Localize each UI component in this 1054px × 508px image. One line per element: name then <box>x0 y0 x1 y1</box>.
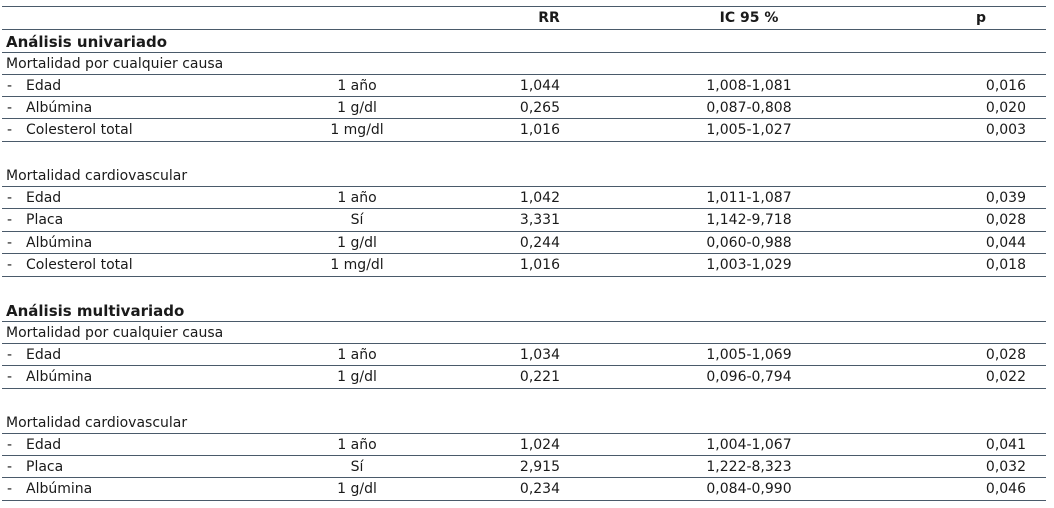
row-divider <box>2 52 1046 53</box>
variable-name: Edad <box>26 190 62 206</box>
table-row <box>2 119 1046 141</box>
table-header <box>2 6 1046 30</box>
variable-unit: 1 g/dl <box>337 369 377 385</box>
row-divider <box>2 186 1046 187</box>
variable-unit: 1 año <box>337 190 377 206</box>
variable-name: Edad <box>26 347 62 363</box>
ci-value: 1,003-1,029 <box>706 257 792 273</box>
ci-value: 0,087-0,808 <box>706 100 792 116</box>
rr-value: 1,034 <box>519 347 560 363</box>
header-rr: RR <box>538 10 560 26</box>
row-divider <box>2 343 1046 344</box>
table-row <box>2 366 1046 388</box>
table-row <box>2 97 1046 119</box>
variable-unit: 1 mg/dl <box>330 257 384 273</box>
row-dash: - <box>7 235 13 251</box>
row-divider <box>2 477 1046 478</box>
p-value: 0,020 <box>985 100 1026 116</box>
row-divider <box>2 208 1046 209</box>
variable-unit: 1 g/dl <box>337 235 377 251</box>
row-dash: - <box>7 437 13 453</box>
group-title: Mortalidad cardiovascular <box>6 168 188 184</box>
row-divider <box>2 276 1046 277</box>
group-heading <box>2 412 1046 434</box>
group-title: Mortalidad por cualquier causa <box>6 56 224 72</box>
variable-name: Albúmina <box>26 369 93 385</box>
row-dash: - <box>7 459 13 475</box>
group-heading <box>2 165 1046 187</box>
row-dash: - <box>7 347 13 363</box>
table-row <box>2 478 1046 500</box>
variable-unit: 1 mg/dl <box>330 122 384 138</box>
header-ci: IC 95 % <box>719 10 779 26</box>
p-value: 0,032 <box>985 459 1026 475</box>
section-title: Análisis univariado <box>6 33 168 51</box>
row-divider <box>2 141 1046 142</box>
variable-unit: 1 g/dl <box>337 100 377 116</box>
variable-name: Albúmina <box>26 235 93 251</box>
p-value: 0,003 <box>985 122 1026 138</box>
ci-value: 0,060-0,988 <box>706 235 792 251</box>
row-divider <box>2 433 1046 434</box>
table-row <box>2 254 1046 276</box>
ci-value: 1,005-1,027 <box>706 122 792 138</box>
variable-name: Colesterol total <box>26 257 133 273</box>
rr-value: 1,042 <box>519 190 560 206</box>
table-row <box>2 344 1046 366</box>
variable-unit: 1 año <box>337 347 377 363</box>
variable-name: Edad <box>26 78 62 94</box>
variable-unit: Sí <box>350 212 364 228</box>
row-divider <box>2 388 1046 389</box>
header-p: p <box>975 10 987 26</box>
p-value: 0,044 <box>985 235 1026 251</box>
ci-value: 1,004-1,067 <box>706 437 792 453</box>
variable-name: Placa <box>26 212 64 228</box>
row-divider <box>2 231 1046 232</box>
group-title: Mortalidad por cualquier causa <box>6 325 224 341</box>
rr-value: 1,044 <box>519 78 560 94</box>
variable-unit: 1 año <box>337 78 377 94</box>
table-row <box>2 456 1046 478</box>
rr-value: 1,016 <box>519 257 560 273</box>
variable-unit: 1 g/dl <box>337 481 377 497</box>
ci-value: 1,222-8,323 <box>706 459 792 475</box>
table-row <box>2 232 1046 254</box>
table-row <box>2 75 1046 97</box>
variable-name: Albúmina <box>26 481 93 497</box>
variable-name: Edad <box>26 437 62 453</box>
row-dash: - <box>7 190 13 206</box>
ci-value: 1,142-9,718 <box>706 212 792 228</box>
row-divider <box>2 253 1046 254</box>
row-dash: - <box>7 481 13 497</box>
row-divider <box>2 96 1046 97</box>
p-value: 0,028 <box>985 347 1026 363</box>
p-value: 0,041 <box>985 437 1026 453</box>
section-title: Análisis multivariado <box>6 302 185 320</box>
row-divider <box>2 118 1046 119</box>
ci-value: 1,005-1,069 <box>706 347 792 363</box>
row-divider <box>2 321 1046 322</box>
row-dash: - <box>7 212 13 228</box>
section-heading <box>2 300 1046 322</box>
ci-value: 1,008-1,081 <box>706 78 792 94</box>
group-heading <box>2 53 1046 75</box>
table-row <box>2 187 1046 209</box>
variable-name: Placa <box>26 459 64 475</box>
section-heading <box>2 31 1046 53</box>
variable-name: Colesterol total <box>26 122 133 138</box>
table-row <box>2 434 1046 456</box>
group-heading <box>2 322 1046 344</box>
p-value: 0,046 <box>985 481 1026 497</box>
row-divider <box>2 365 1046 366</box>
row-dash: - <box>7 100 13 116</box>
rr-value: 3,331 <box>519 212 560 228</box>
rr-value: 0,265 <box>519 100 560 116</box>
table-row <box>2 209 1046 231</box>
ci-value: 0,096-0,794 <box>706 369 792 385</box>
ci-value: 1,011-1,087 <box>706 190 792 206</box>
rr-value: 2,915 <box>519 459 560 475</box>
row-dash: - <box>7 78 13 94</box>
p-value: 0,022 <box>985 369 1026 385</box>
row-dash: - <box>7 122 13 138</box>
row-divider <box>2 455 1046 456</box>
rr-value: 1,024 <box>519 437 560 453</box>
ci-value: 0,084-0,990 <box>706 481 792 497</box>
row-divider <box>2 500 1046 501</box>
variable-unit: 1 año <box>337 437 377 453</box>
row-divider <box>2 74 1046 75</box>
p-value: 0,028 <box>985 212 1026 228</box>
rr-value: 0,234 <box>519 481 560 497</box>
p-value: 0,039 <box>985 190 1026 206</box>
rr-value: 0,221 <box>519 369 560 385</box>
p-value: 0,018 <box>985 257 1026 273</box>
group-title: Mortalidad cardiovascular <box>6 415 188 431</box>
rr-value: 1,016 <box>519 122 560 138</box>
rr-value: 0,244 <box>519 235 560 251</box>
variable-name: Albúmina <box>26 100 93 116</box>
p-value: 0,016 <box>985 78 1026 94</box>
variable-unit: Sí <box>350 459 364 475</box>
row-dash: - <box>7 369 13 385</box>
row-dash: - <box>7 257 13 273</box>
